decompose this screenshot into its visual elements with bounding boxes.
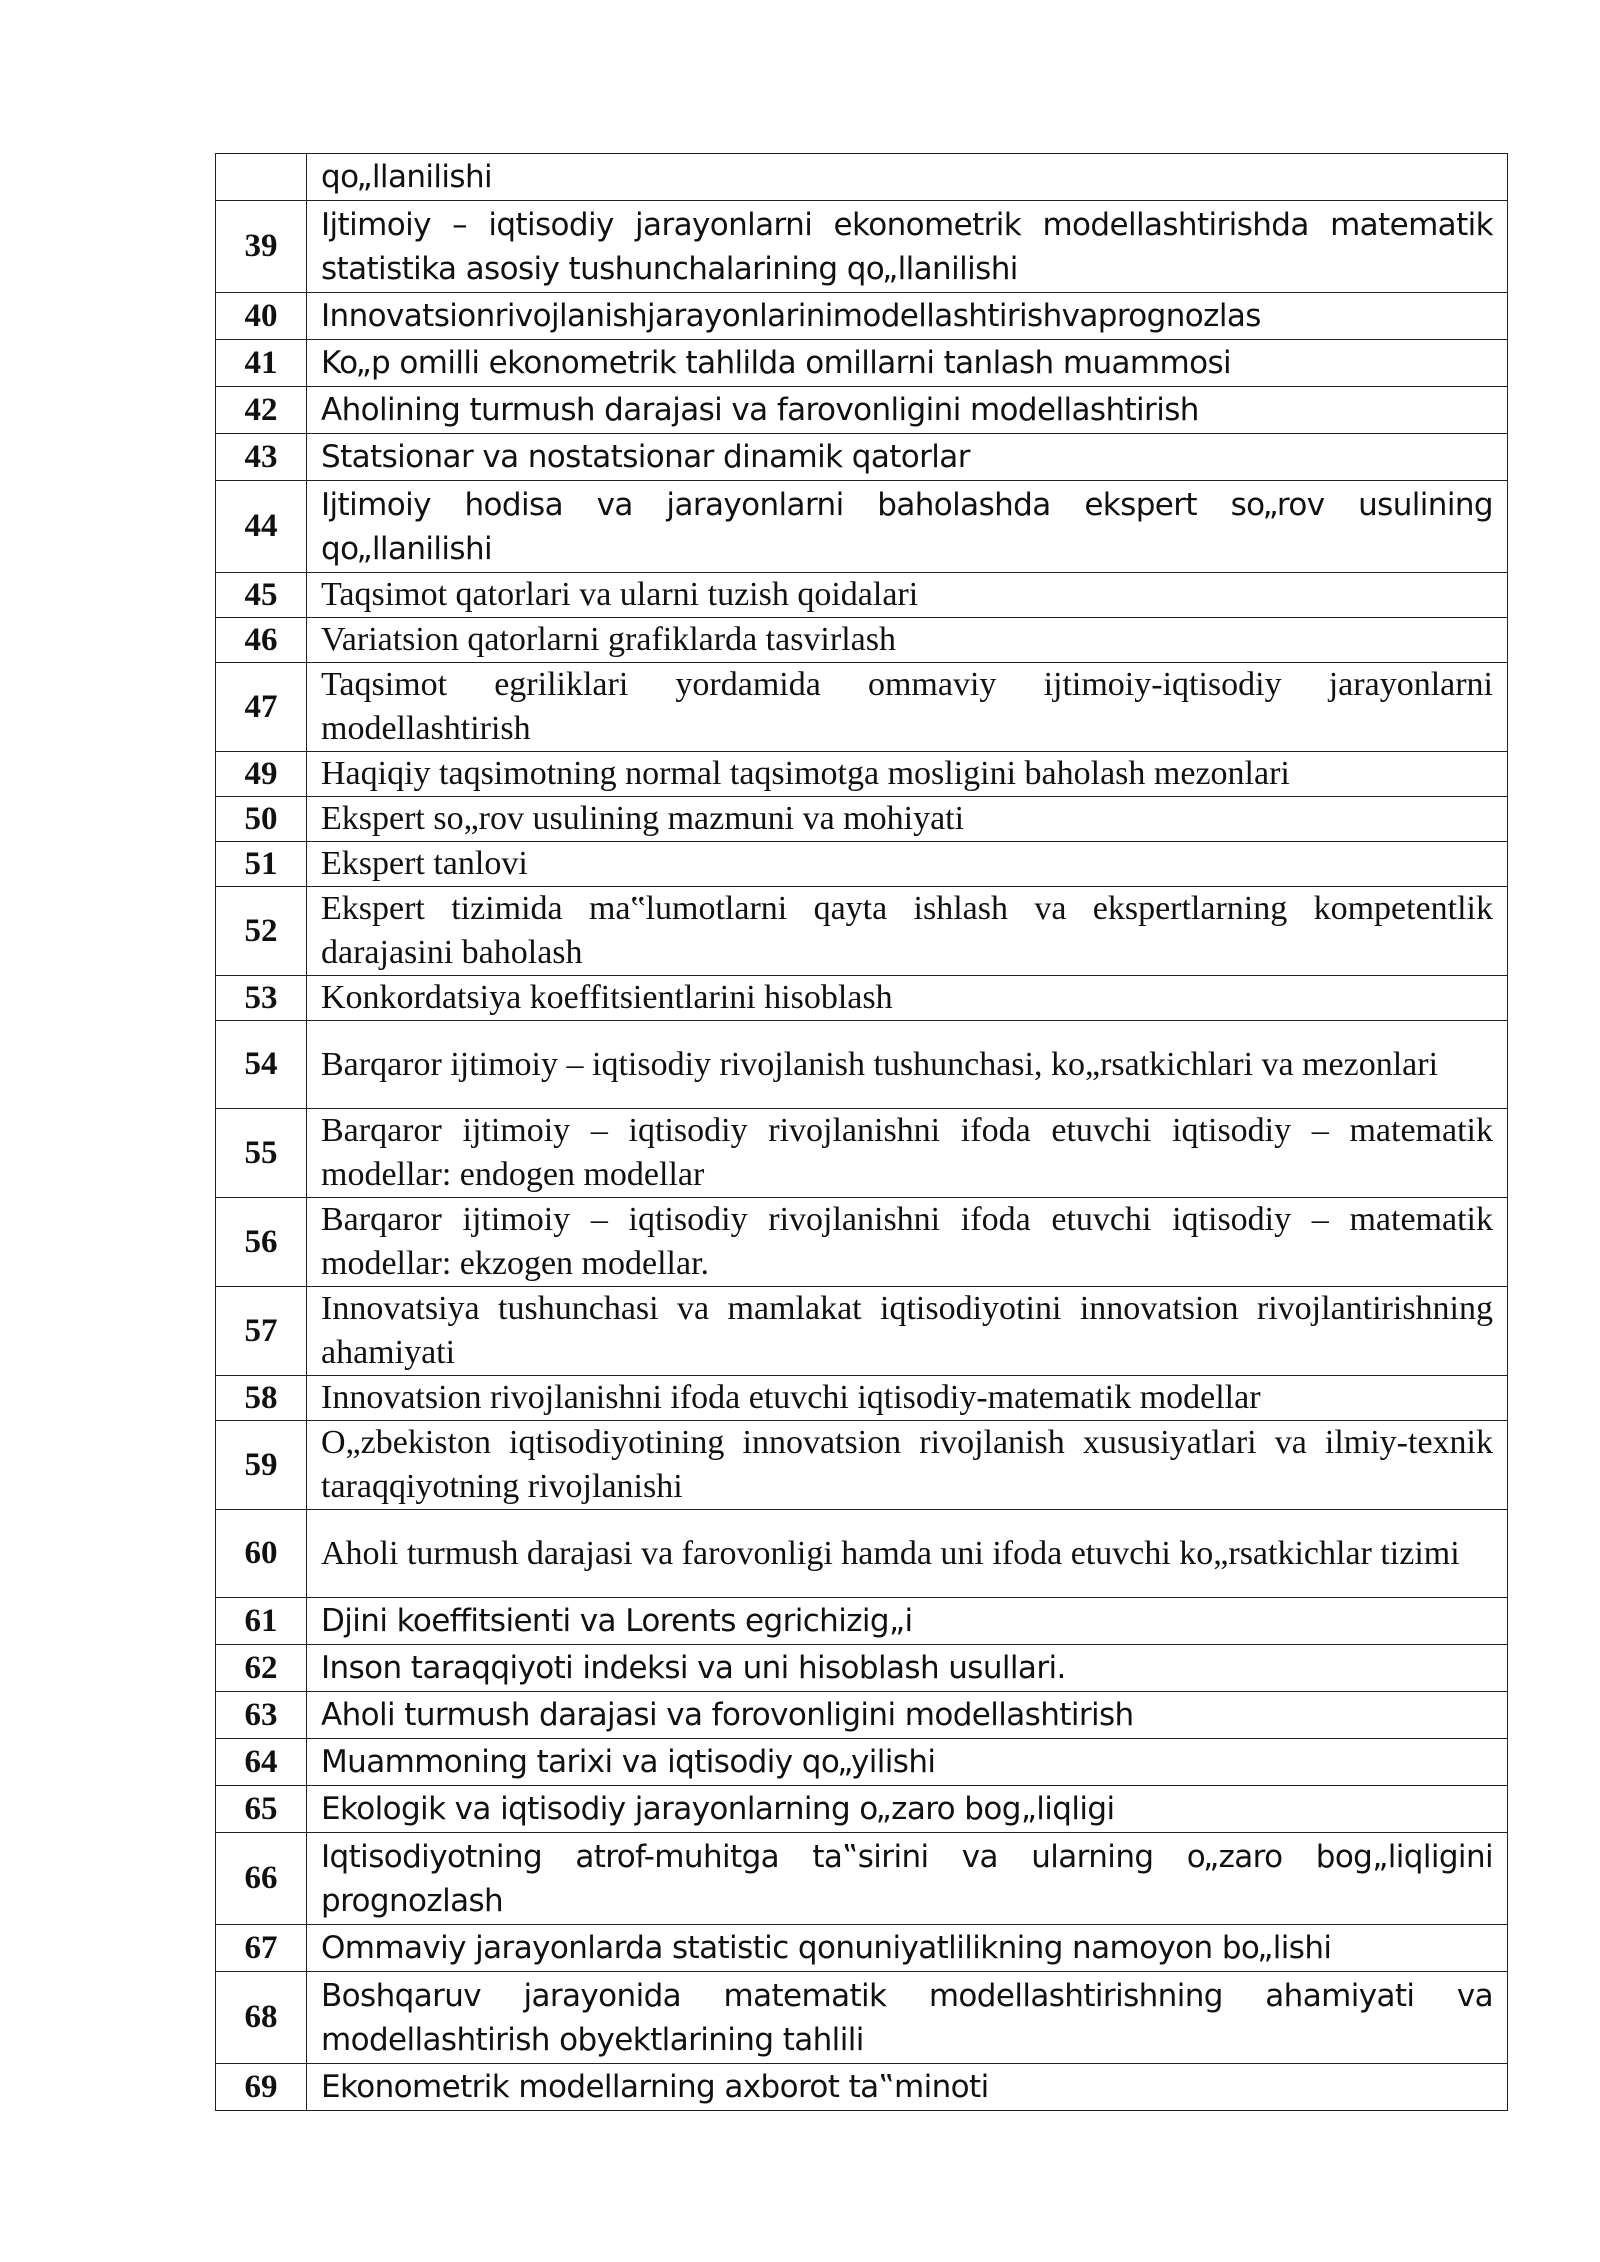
topic-text: Iqtisodiyotning atrof-muhitga ta‟sirini va ularning o„zaro bog„liqligini prognozlash <box>307 1833 1508 1925</box>
topic-text: Konkordatsiya koeffitsientlarini hisoblash <box>307 976 1508 1021</box>
topic-text: Ekspert so„rov usulining mazmuni va mohiyati <box>307 797 1508 842</box>
row-number: 46 <box>216 618 307 663</box>
row-number: 64 <box>216 1739 307 1786</box>
row-number: 42 <box>216 387 307 434</box>
row-number: 61 <box>216 1598 307 1645</box>
table-row <box>216 1287 1508 1376</box>
table-row <box>216 2064 1508 2111</box>
table-row <box>216 1510 1508 1598</box>
topic-text: Ommaviy jarayonlarda statistic qonuniyatlilikning namoyon bo„lishi <box>307 1925 1508 1972</box>
topic-text: Statsionar va nostatsionar dinamik qatorlar <box>307 434 1508 481</box>
row-number: 47 <box>216 663 307 752</box>
row-number: 39 <box>216 201 307 293</box>
topic-text: Ekologik va iqtisodiy jarayonlarning o„zaro bog„liqligi <box>307 1786 1508 1833</box>
row-number: 57 <box>216 1287 307 1376</box>
topics-table-body <box>216 154 1508 2111</box>
topic-text: Inson taraqqiyoti indeksi va uni hisoblash usullari. <box>307 1645 1508 1692</box>
row-number: 56 <box>216 1198 307 1287</box>
table-row <box>216 1376 1508 1421</box>
topic-text: Ko„p omilli ekonometrik tahlilda omillarni tanlash muammosi <box>307 340 1508 387</box>
table-row <box>216 1198 1508 1287</box>
table-row <box>216 797 1508 842</box>
topic-text: Aholi turmush darajasi va forovonligini modellashtirish <box>307 1692 1508 1739</box>
row-number: 65 <box>216 1786 307 1833</box>
topic-text: Innovatsion rivojlanishni ifoda etuvchi iqtisodiy-matematik modellar <box>307 1376 1508 1421</box>
topics-table <box>215 153 1508 2111</box>
table-row <box>216 1645 1508 1692</box>
row-number: 49 <box>216 752 307 797</box>
table-row <box>216 1692 1508 1739</box>
table-row <box>216 573 1508 618</box>
table-row <box>216 154 1508 201</box>
row-number: 69 <box>216 2064 307 2111</box>
table-row <box>216 618 1508 663</box>
row-number: 40 <box>216 293 307 340</box>
topic-text: Ekonometrik modellarning axborot ta‟minoti <box>307 2064 1508 2111</box>
row-number: 62 <box>216 1645 307 1692</box>
table-row <box>216 842 1508 887</box>
topic-text: Innovatsiya tushunchasi va mamlakat iqtisodiyotini innovatsion rivojlantirishning ahamiyati <box>307 1287 1508 1376</box>
table-row <box>216 1021 1508 1109</box>
row-number: 43 <box>216 434 307 481</box>
row-number: 63 <box>216 1692 307 1739</box>
table-row <box>216 201 1508 293</box>
row-number: 51 <box>216 842 307 887</box>
topic-text: Taqsimot qatorlari va ularni tuzish qoidalari <box>307 573 1508 618</box>
topic-text: Innovatsionrivojlanishjarayonlarinimodellashtirishvaprognozlas <box>307 293 1508 340</box>
row-number: 44 <box>216 481 307 573</box>
row-number: 50 <box>216 797 307 842</box>
topic-text: Aholining turmush darajasi va farovonligini modellashtirish <box>307 387 1508 434</box>
table-row <box>216 1833 1508 1925</box>
topic-text: Ekspert tanlovi <box>307 842 1508 887</box>
table-row <box>216 1972 1508 2064</box>
table-row <box>216 1925 1508 1972</box>
table-row <box>216 663 1508 752</box>
row-number: 67 <box>216 1925 307 1972</box>
row-number <box>216 154 307 201</box>
topic-text: Ijtimoiy – iqtisodiy jarayonlarni ekonometrik modellashtirishda matematik statistika asosiy tushunchalarining qo„llanilishi <box>307 201 1508 293</box>
row-number: 53 <box>216 976 307 1021</box>
topic-text: Boshqaruv jarayonida matematik modellashtirishning ahamiyati va modellashtirish obyektlarining tahlili <box>307 1972 1508 2064</box>
row-number: 54 <box>216 1021 307 1109</box>
row-number: 41 <box>216 340 307 387</box>
row-number: 68 <box>216 1972 307 2064</box>
topic-text: Taqsimot egriliklari yordamida ommaviy ijtimoiy-iqtisodiy jarayonlarni modellashtirish <box>307 663 1508 752</box>
topic-text: Ekspert tizimida ma‟lumotlarni qayta ishlash va ekspertlarning kompetentlik darajasini baholash <box>307 887 1508 976</box>
topic-text: qo„llanilishi <box>307 154 1508 201</box>
table-row <box>216 1739 1508 1786</box>
table-row <box>216 1109 1508 1198</box>
topic-text: Muammoning tarixi va iqtisodiy qo„yilishi <box>307 1739 1508 1786</box>
topic-text: Barqaror ijtimoiy – iqtisodiy rivojlanishni ifoda etuvchi iqtisodiy – matematik modellar: endogen modellar <box>307 1109 1508 1198</box>
topic-text: Barqaror ijtimoiy – iqtisodiy rivojlanish tushunchasi, ko„rsatkichlari va mezonlari <box>307 1021 1508 1109</box>
table-row <box>216 1786 1508 1833</box>
row-number: 55 <box>216 1109 307 1198</box>
row-number: 60 <box>216 1510 307 1598</box>
table-row <box>216 752 1508 797</box>
table-row <box>216 887 1508 976</box>
table-row <box>216 481 1508 573</box>
topic-text: Ijtimoiy hodisa va jarayonlarni baholashda ekspert so„rov usulining qo„llanilishi <box>307 481 1508 573</box>
table-row <box>216 293 1508 340</box>
topic-text: Djini koeffitsienti va Lorents egrichizig„i <box>307 1598 1508 1645</box>
table-row <box>216 1421 1508 1510</box>
row-number: 66 <box>216 1833 307 1925</box>
topic-text: Variatsion qatorlarni grafiklarda tasvirlash <box>307 618 1508 663</box>
table-row <box>216 434 1508 481</box>
row-number: 45 <box>216 573 307 618</box>
row-number: 58 <box>216 1376 307 1421</box>
topic-text: Haqiqiy taqsimotning normal taqsimotga mosligini baholash mezonlari <box>307 752 1508 797</box>
table-row <box>216 976 1508 1021</box>
topic-text: O„zbekiston iqtisodiyotining innovatsion rivojlanish xususiyatlari va ilmiy-texnik taraqqiyotning rivojlanishi <box>307 1421 1508 1510</box>
row-number: 52 <box>216 887 307 976</box>
topic-text: Barqaror ijtimoiy – iqtisodiy rivojlanishni ifoda etuvchi iqtisodiy – matematik modellar: ekzogen modellar. <box>307 1198 1508 1287</box>
topic-text: Aholi turmush darajasi va farovonligi hamda uni ifoda etuvchi ko„rsatkichlar tizimi <box>307 1510 1508 1598</box>
table-row <box>216 387 1508 434</box>
table-row <box>216 1598 1508 1645</box>
table-row <box>216 340 1508 387</box>
row-number: 59 <box>216 1421 307 1510</box>
